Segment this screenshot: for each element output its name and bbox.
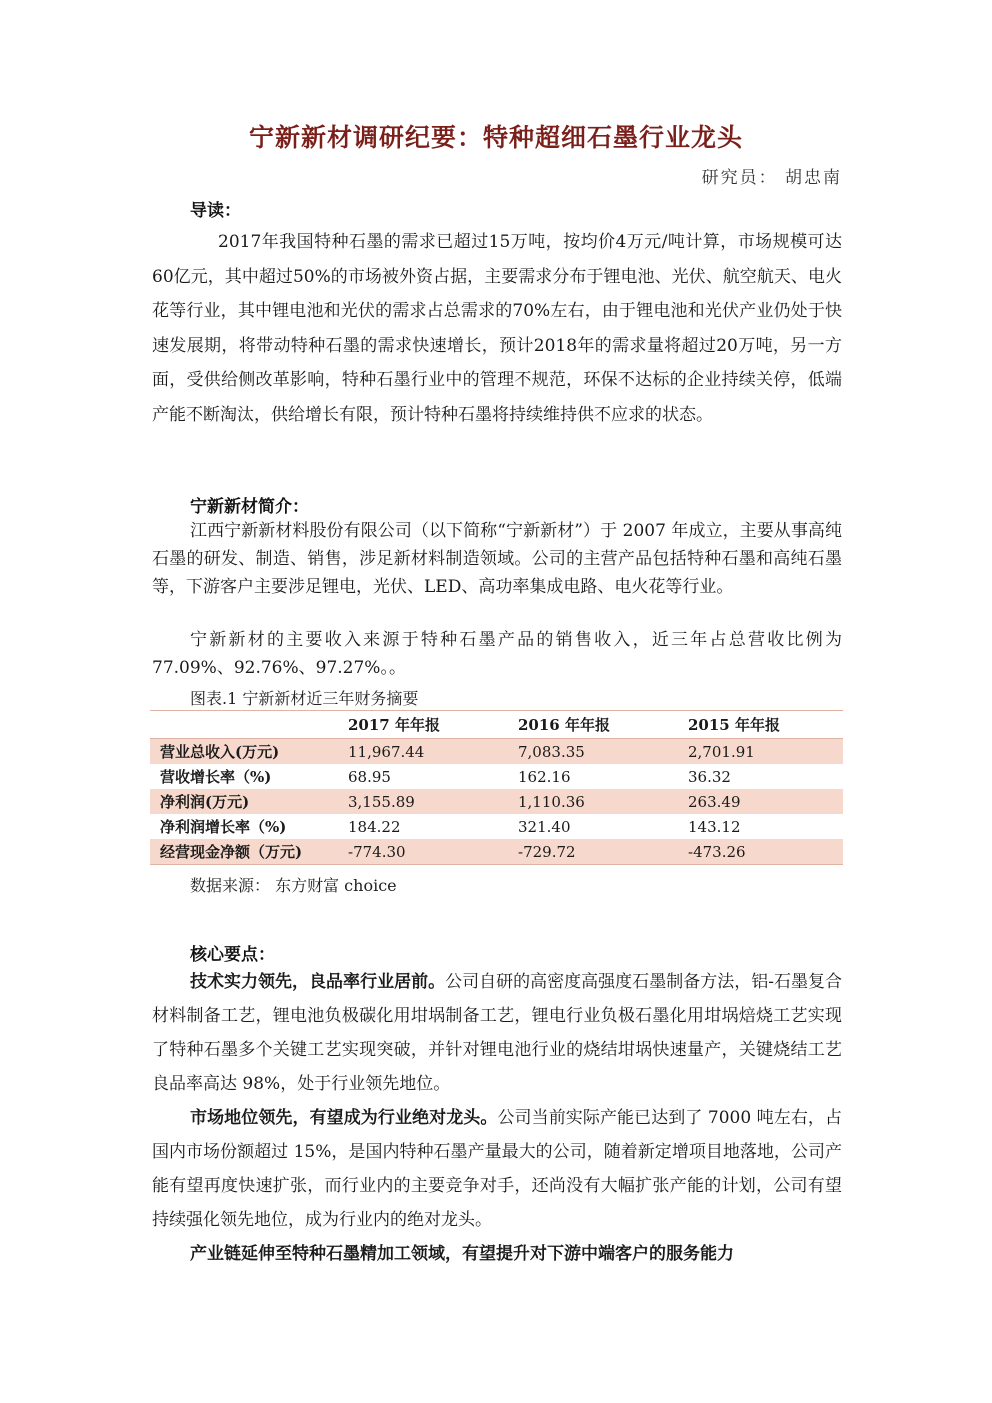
intro-heading: 导读： bbox=[190, 201, 241, 221]
table-cell: 321.40 bbox=[518, 817, 571, 836]
table-row bbox=[150, 739, 843, 765]
row-label: 净利润增长率（%) bbox=[160, 818, 287, 836]
table-header-cell: 2015 年年报 bbox=[688, 711, 843, 739]
intro-paragraph: 2017年我国特种石墨的需求已超过15万吨，按均价4万元/吨计算，市场规模可达60亿元，其中超过50%的市场被外资占据，主要需求分布于锂电池、光伏、航空航天、电火花等行业，其中锂电池和光伏的需求占总需求的70%左右，由于锂电池和光伏产业仍处于快速发展期，将带动特种石墨的需求快速增长，预计2018年的需求量将超过20万吨，另一方面，受供给侧改革影响，特种石墨行业中的管理不规范，环保不达标的企业持续关停，低端产能不断淘汰，供给增长有限，预计特种石墨将持续维持供不应求的状态。 bbox=[152, 232, 842, 425]
table-header-row bbox=[150, 711, 843, 739]
table-cell: 3,155.89 bbox=[348, 789, 518, 814]
table-cell: 162.16 bbox=[518, 767, 571, 786]
key-points-heading: 核心要点： bbox=[190, 945, 275, 965]
table-row bbox=[150, 839, 843, 865]
table-cell: -729.72 bbox=[518, 839, 688, 865]
table-cell: 1,110.36 bbox=[518, 789, 688, 814]
key-point-lead: 技术实力领先，良品率行业居前。 bbox=[190, 972, 446, 992]
table-row bbox=[150, 789, 843, 814]
company-paragraph-2: 宁新新材的主要收入来源于特种石墨产品的销售收入，近三年占总营收比例为 77.09%、92.76%、97.27%。。 bbox=[152, 630, 842, 678]
key-point-lead: 产业链延伸至特种石墨精加工领域，有望提升对下游中端客户的服务能力 bbox=[190, 1244, 734, 1264]
key-point-text: 公司当前实际产能已达到了 7000 吨左右，占国内市场份额超过 15%，是国内特种石墨产量最大的公司，随着新定增项目地落地，公司产能有望再度快速扩张，而行业内的主要竞争对手，还尚没有大幅扩张产能的计划，公司有望持续强化领先地位，成为行业内的绝对龙头。 bbox=[152, 1108, 843, 1230]
table-header-cell: 2016 年年报 bbox=[518, 711, 688, 739]
table-header-cell: 2017 年年报 bbox=[348, 711, 518, 739]
row-label: 营业总收入(万元) bbox=[150, 739, 348, 765]
table-cell: 36.32 bbox=[688, 767, 731, 786]
key-point-paragraph bbox=[152, 1101, 842, 1237]
table-source: 数据来源： 东方财富 choice bbox=[190, 876, 397, 895]
key-point-lead: 市场地位领先，有望成为行业绝对龙头。 bbox=[190, 1108, 498, 1128]
company-heading: 宁新新材简介： bbox=[190, 497, 309, 517]
key-point-paragraph bbox=[152, 965, 842, 1101]
author-line: 研究员： 胡忠南 bbox=[701, 168, 842, 188]
table-cell: 11,967.44 bbox=[348, 739, 518, 765]
key-point-text: 公司自研的高密度高强度石墨制备方法，铝-石墨复合材料制备工艺，锂电池负极碳化用坩埚制备工艺，锂电行业负极石墨化用坩埚焙烧工艺实现了特种石墨多个关键工艺实现突破，并针对锂电池行业的烧结坩埚快速量产，关键烧结工艺良品率高达 98%，处于行业领先地位。 bbox=[152, 972, 843, 1094]
table-header-cell bbox=[150, 711, 348, 739]
table-cell: 263.49 bbox=[688, 789, 843, 814]
table-cell: 68.95 bbox=[348, 767, 391, 786]
table-cell: 143.12 bbox=[688, 817, 741, 836]
key-point-paragraph bbox=[152, 1237, 842, 1271]
table-cell: 2,701.91 bbox=[688, 739, 843, 765]
page-title: 宁新新材调研纪要：特种超细石墨行业龙头 bbox=[248, 123, 743, 152]
row-label: 净利润(万元) bbox=[150, 789, 348, 814]
table-cell: 7,083.35 bbox=[518, 739, 688, 765]
table-caption: 图表.1 宁新新材近三年财务摘要 bbox=[190, 689, 419, 708]
company-paragraph-1: 江西宁新新材料股份有限公司（以下简称“宁新新材”）于 2007 年成立，主要从事高纯石墨的研发、制造、销售，涉足新材料制造领域。公司的主营产品包括特种石墨和高纯石墨等，下游客户主要涉足锂电，光伏、LED、高功率集成电路、电火花等行业。 bbox=[152, 521, 842, 597]
table-cell: -473.26 bbox=[688, 839, 843, 865]
table-row bbox=[150, 814, 843, 839]
row-label: 营收增长率（%) bbox=[160, 768, 272, 786]
row-label: 经营现金净额（万元) bbox=[150, 839, 348, 865]
table-row bbox=[150, 764, 843, 789]
table-cell: -774.30 bbox=[348, 839, 518, 865]
table-cell: 184.22 bbox=[348, 817, 401, 836]
financial-summary-table bbox=[150, 710, 843, 865]
